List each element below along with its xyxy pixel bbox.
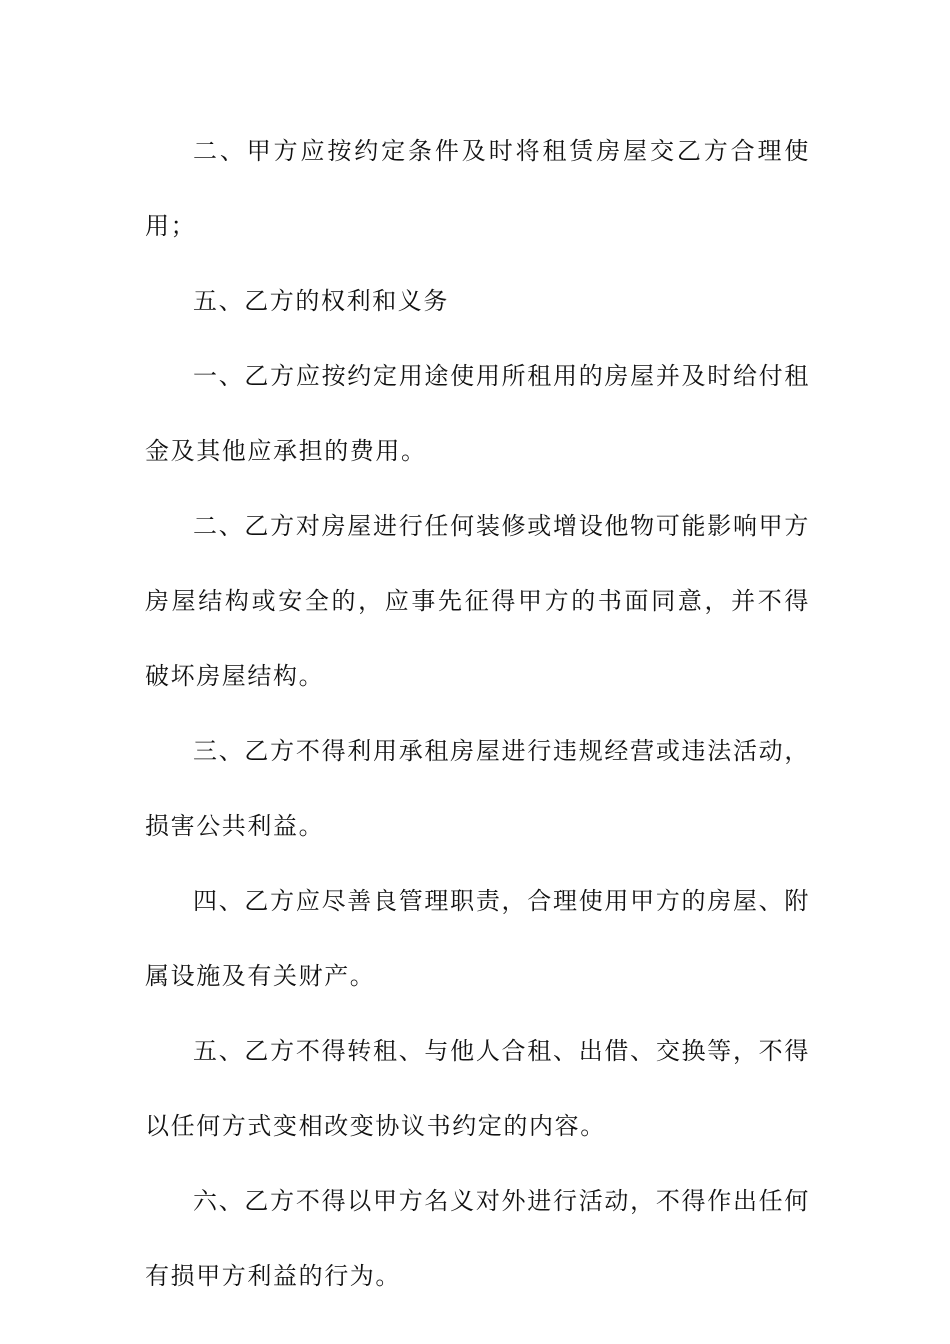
paragraph-yi-obligation-6: 六、乙方不得以甲方名义对外进行活动，不得作出任何有损甲方利益的行为。 (145, 1187, 810, 1290)
document-body (145, 114, 810, 1314)
section-heading-yi-rights: 五、乙方的权利和义务 (193, 287, 449, 315)
paragraph-yi-obligation-2: 二、乙方对房屋进行任何装修或增设他物可能影响甲方房屋结构或安全的，应事先征得甲方的书面同意，并不得破坏房屋结构。 (145, 512, 810, 690)
paragraph-yi-obligation-1: 一、乙方应按约定用途使用所租用的房屋并及时给付租金及其他应承担的费用。 (145, 362, 810, 465)
paragraph-yi-obligation-3: 三、乙方不得利用承租房屋进行违规经营或违法活动，损害公共利益。 (145, 737, 810, 840)
paragraph-jia-obligation-2: 二、甲方应按约定条件及时将租赁房屋交乙方合理使用； (145, 137, 810, 240)
paragraph-yi-obligation-4: 四、乙方应尽善良管理职责，合理使用甲方的房屋、附属设施及有关财产。 (145, 887, 810, 990)
paragraph-yi-obligation-5: 五、乙方不得转租、与他人合租、出借、交换等，不得以任何方式变相改变协议书约定的内容。 (145, 1037, 810, 1140)
